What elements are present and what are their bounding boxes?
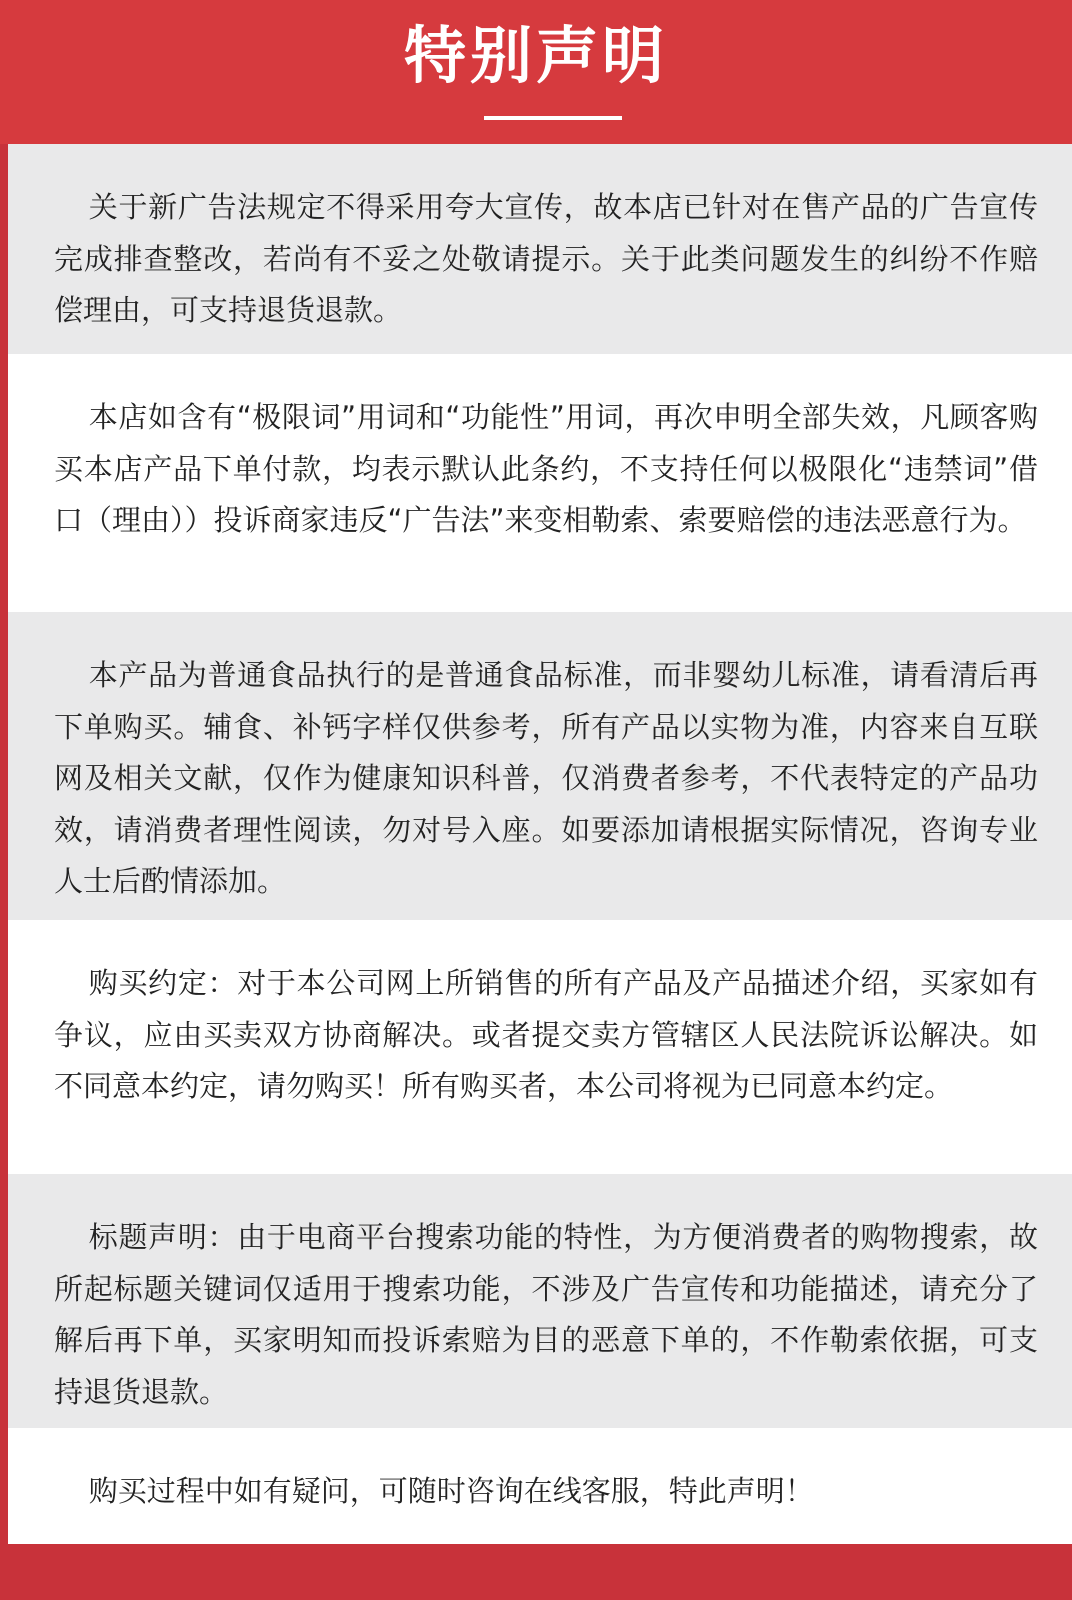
notice-section-restricted-words xyxy=(8,354,1072,612)
notice-text: 标题声明：由于电商平台搜索功能的特性，为方便消费者的购物搜索，故所起标题关键词仅适用于搜索功能，不涉及广告宣传和功能描述，请充分了解后再下单，买家明知而投诉索赔为目的恶意下单的，不作勒索依据，可支持退货退款。 xyxy=(54,1220,1038,1409)
notice-text: 购买过程中如有疑问，可随时咨询在线客服，特此声明！ xyxy=(88,1474,814,1508)
footer-band xyxy=(0,1572,1072,1600)
notice-text: 购买约定：对于本公司网上所销售的所有产品及产品描述介绍，买家如有争议，应由买卖双方协商解决。或者提交卖方管辖区人民法院诉讼解决。如不同意本约定，请勿购买！所有购买者，本公司将视为已同意本约定。 xyxy=(54,966,1038,1103)
notice-section-ad-law xyxy=(8,144,1072,354)
notice-section-purchase-agreement xyxy=(8,920,1072,1174)
notice-text: 本店如含有“极限词”用词和“功能性”用词，再次申明全部失效，凡顾客购买本店产品下单付款，均表示默认此条约，不支持任何以极限化“违禁词”借口（理由））投诉商家违反“广告法”来变相勒索、索要赔偿的违法恶意行为。 xyxy=(54,400,1038,537)
notice-text: 关于新广告法规定不得采用夸大宣传，故本店已针对在售产品的广告宣传完成排查整改，若尚有不妥之处敬请提示。关于此类问题发生的纠纷不作赔偿理由，可支持退货退款。 xyxy=(54,190,1038,327)
notice-section-customer-service xyxy=(8,1428,1072,1544)
notice-section-title-statement xyxy=(8,1174,1072,1428)
title-underline xyxy=(484,116,622,120)
header-banner xyxy=(0,0,1072,144)
page-title: 特别声明 xyxy=(403,19,668,92)
notice-section-product-standard xyxy=(8,612,1072,920)
notice-text: 本产品为普通食品执行的是普通食品标准，而非婴幼儿标准，请看清后再下单购买。辅食、补钙字样仅供参考，所有产品以实物为准，内容来自互联网及相关文献，仅作为健康知识科普，仅消费者参考，不代表特定的产品功效，请消费者理性阅读，勿对号入座。如要添加请根据实际情况，咨询专业人士后酌情添加。 xyxy=(54,658,1038,898)
